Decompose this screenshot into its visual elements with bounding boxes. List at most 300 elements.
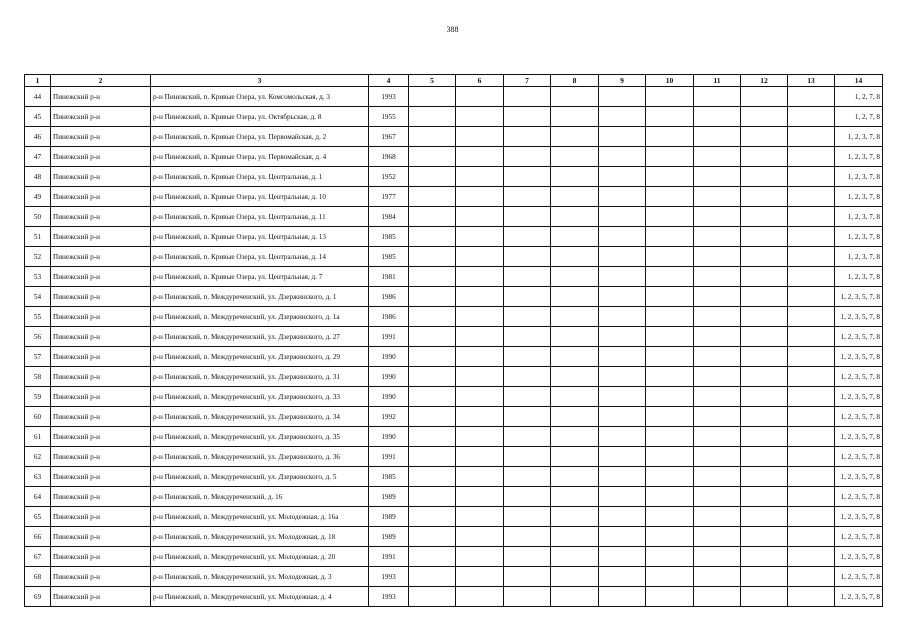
codes-cell: 1, 2, 3, 5, 7, 8 xyxy=(835,347,883,367)
empty-cell-col-5 xyxy=(409,347,456,367)
year-cell: 1990 xyxy=(369,347,409,367)
empty-cell-col-10 xyxy=(646,427,694,447)
empty-cell-col-7 xyxy=(504,127,551,147)
table-row xyxy=(25,307,883,327)
empty-cell-col-7 xyxy=(504,487,551,507)
empty-cell-col-13 xyxy=(788,567,835,587)
codes-cell: 1, 2, 3, 5, 7, 8 xyxy=(835,407,883,427)
empty-cell-col-12 xyxy=(741,187,788,207)
year-cell: 1986 xyxy=(369,307,409,327)
empty-cell-col-7 xyxy=(504,287,551,307)
empty-cell-col-5 xyxy=(409,227,456,247)
codes-cell: 1, 2, 3, 5, 7, 8 xyxy=(835,567,883,587)
empty-cell-col-9 xyxy=(599,487,646,507)
row-number: 50 xyxy=(25,207,51,227)
empty-cell-col-13 xyxy=(788,247,835,267)
empty-cell-col-7 xyxy=(504,247,551,267)
address-cell: р-н Пинежский, п. Междуреченский, ул. Дзержинского, д. 27 xyxy=(151,327,369,347)
empty-cell-col-12 xyxy=(741,507,788,527)
district-cell: Пинежский р-н xyxy=(51,547,151,567)
empty-cell-col-6 xyxy=(456,567,504,587)
empty-cell-col-6 xyxy=(456,87,504,107)
empty-cell-col-7 xyxy=(504,447,551,467)
empty-cell-col-11 xyxy=(694,307,741,327)
empty-cell-col-12 xyxy=(741,287,788,307)
empty-cell-col-7 xyxy=(504,87,551,107)
address-cell: р-н Пинежский, п. Междуреченский, ул. Дзержинского, д. 1 xyxy=(151,287,369,307)
address-cell: р-н Пинежский, п. Кривые Озера, ул. Центральная, д. 14 xyxy=(151,247,369,267)
empty-cell-col-5 xyxy=(409,187,456,207)
empty-cell-col-9 xyxy=(599,547,646,567)
empty-cell-col-6 xyxy=(456,427,504,447)
row-number: 60 xyxy=(25,407,51,427)
row-number: 48 xyxy=(25,167,51,187)
codes-cell: 1, 2, 3, 7, 8 xyxy=(835,147,883,167)
address-cell: р-н Пинежский, п. Междуреченский, ул. Дзержинского, д. 35 xyxy=(151,427,369,447)
year-cell: 1992 xyxy=(369,407,409,427)
table-row xyxy=(25,347,883,367)
year-cell: 1990 xyxy=(369,367,409,387)
empty-cell-col-13 xyxy=(788,87,835,107)
codes-cell: 1, 2, 3, 7, 8 xyxy=(835,267,883,287)
empty-cell-col-6 xyxy=(456,167,504,187)
empty-cell-col-5 xyxy=(409,407,456,427)
year-cell: 1993 xyxy=(369,87,409,107)
empty-cell-col-8 xyxy=(551,367,599,387)
table-row xyxy=(25,287,883,307)
address-cell: р-н Пинежский, п. Междуреченский, ул. Молодежная, д. 20 xyxy=(151,547,369,567)
empty-cell-col-10 xyxy=(646,327,694,347)
empty-cell-col-9 xyxy=(599,267,646,287)
codes-cell: 1, 2, 3, 5, 7, 8 xyxy=(835,427,883,447)
year-cell: 1989 xyxy=(369,527,409,547)
district-cell: Пинежский р-н xyxy=(51,507,151,527)
empty-cell-col-9 xyxy=(599,367,646,387)
empty-cell-col-9 xyxy=(599,407,646,427)
empty-cell-col-12 xyxy=(741,367,788,387)
empty-cell-col-10 xyxy=(646,467,694,487)
empty-cell-col-10 xyxy=(646,387,694,407)
empty-cell-col-12 xyxy=(741,107,788,127)
empty-cell-col-8 xyxy=(551,327,599,347)
empty-cell-col-8 xyxy=(551,507,599,527)
empty-cell-col-5 xyxy=(409,387,456,407)
address-cell: р-н Пинежский, п. Междуреченский, ул. Дзержинского, д. 36 xyxy=(151,447,369,467)
empty-cell-col-11 xyxy=(694,467,741,487)
empty-cell-col-11 xyxy=(694,207,741,227)
empty-cell-col-10 xyxy=(646,127,694,147)
empty-cell-col-12 xyxy=(741,247,788,267)
column-header-8: 8 xyxy=(551,75,599,87)
empty-cell-col-11 xyxy=(694,187,741,207)
empty-cell-col-8 xyxy=(551,207,599,227)
column-header-2: 2 xyxy=(51,75,151,87)
empty-cell-col-5 xyxy=(409,487,456,507)
empty-cell-col-13 xyxy=(788,327,835,347)
year-cell: 1985 xyxy=(369,467,409,487)
header-row xyxy=(25,75,883,87)
empty-cell-col-10 xyxy=(646,147,694,167)
empty-cell-col-7 xyxy=(504,527,551,547)
year-cell: 1955 xyxy=(369,107,409,127)
row-number: 57 xyxy=(25,347,51,367)
empty-cell-col-5 xyxy=(409,287,456,307)
empty-cell-col-12 xyxy=(741,267,788,287)
empty-cell-col-9 xyxy=(599,327,646,347)
table-row xyxy=(25,407,883,427)
empty-cell-col-8 xyxy=(551,267,599,287)
empty-cell-col-5 xyxy=(409,527,456,547)
codes-cell: 1, 2, 3, 7, 8 xyxy=(835,167,883,187)
empty-cell-col-12 xyxy=(741,427,788,447)
codes-cell: 1, 2, 3, 5, 7, 8 xyxy=(835,307,883,327)
district-cell: Пинежский р-н xyxy=(51,287,151,307)
district-cell: Пинежский р-н xyxy=(51,407,151,427)
empty-cell-col-5 xyxy=(409,367,456,387)
empty-cell-col-12 xyxy=(741,87,788,107)
empty-cell-col-9 xyxy=(599,287,646,307)
empty-cell-col-6 xyxy=(456,507,504,527)
empty-cell-col-7 xyxy=(504,547,551,567)
year-cell: 1993 xyxy=(369,567,409,587)
address-cell: р-н Пинежский, п. Междуреченский, ул. Молодежная, д. 16а xyxy=(151,507,369,527)
row-number: 59 xyxy=(25,387,51,407)
empty-cell-col-7 xyxy=(504,207,551,227)
empty-cell-col-13 xyxy=(788,507,835,527)
empty-cell-col-10 xyxy=(646,587,694,607)
empty-cell-col-8 xyxy=(551,447,599,467)
address-cell: р-н Пинежский, п. Кривые Озера, ул. Октябрьская, д. 8 xyxy=(151,107,369,127)
address-cell: р-н Пинежский, п. Междуреченский, ул. Дзержинского, д. 29 xyxy=(151,347,369,367)
empty-cell-col-10 xyxy=(646,447,694,467)
empty-cell-col-9 xyxy=(599,207,646,227)
empty-cell-col-10 xyxy=(646,347,694,367)
empty-cell-col-6 xyxy=(456,147,504,167)
empty-cell-col-6 xyxy=(456,447,504,467)
empty-cell-col-11 xyxy=(694,407,741,427)
empty-cell-col-10 xyxy=(646,247,694,267)
empty-cell-col-9 xyxy=(599,147,646,167)
empty-cell-col-7 xyxy=(504,107,551,127)
row-number: 46 xyxy=(25,127,51,147)
year-cell: 1991 xyxy=(369,547,409,567)
empty-cell-col-10 xyxy=(646,187,694,207)
empty-cell-col-8 xyxy=(551,187,599,207)
empty-cell-col-5 xyxy=(409,547,456,567)
address-cell: р-н Пинежский, п. Кривые Озера, ул. Центральная, д. 7 xyxy=(151,267,369,287)
empty-cell-col-5 xyxy=(409,327,456,347)
empty-cell-col-11 xyxy=(694,127,741,147)
empty-cell-col-5 xyxy=(409,107,456,127)
empty-cell-col-9 xyxy=(599,447,646,467)
row-number: 67 xyxy=(25,547,51,567)
empty-cell-col-13 xyxy=(788,547,835,567)
empty-cell-col-13 xyxy=(788,587,835,607)
column-header-11: 11 xyxy=(694,75,741,87)
row-number: 62 xyxy=(25,447,51,467)
table-row xyxy=(25,467,883,487)
empty-cell-col-11 xyxy=(694,367,741,387)
column-header-9: 9 xyxy=(599,75,646,87)
empty-cell-col-5 xyxy=(409,247,456,267)
empty-cell-col-12 xyxy=(741,147,788,167)
table-row xyxy=(25,587,883,607)
empty-cell-col-7 xyxy=(504,327,551,347)
table-row xyxy=(25,527,883,547)
column-header-12: 12 xyxy=(741,75,788,87)
row-number: 55 xyxy=(25,307,51,327)
empty-cell-col-13 xyxy=(788,107,835,127)
address-cell: р-н Пинежский, п. Кривые Озера, ул. Центральная, д. 11 xyxy=(151,207,369,227)
empty-cell-col-7 xyxy=(504,427,551,447)
district-cell: Пинежский р-н xyxy=(51,387,151,407)
address-cell: р-н Пинежский, п. Междуреченский, ул. Молодежная, д. 4 xyxy=(151,587,369,607)
district-cell: Пинежский р-н xyxy=(51,427,151,447)
empty-cell-col-9 xyxy=(599,467,646,487)
empty-cell-col-6 xyxy=(456,267,504,287)
table-row xyxy=(25,247,883,267)
empty-cell-col-13 xyxy=(788,467,835,487)
empty-cell-col-6 xyxy=(456,487,504,507)
district-cell: Пинежский р-н xyxy=(51,487,151,507)
empty-cell-col-6 xyxy=(456,367,504,387)
empty-cell-col-11 xyxy=(694,327,741,347)
empty-cell-col-7 xyxy=(504,567,551,587)
row-number: 61 xyxy=(25,427,51,447)
year-cell: 1991 xyxy=(369,327,409,347)
empty-cell-col-5 xyxy=(409,147,456,167)
year-cell: 1952 xyxy=(369,167,409,187)
district-cell: Пинежский р-н xyxy=(51,127,151,147)
codes-cell: 1, 2, 3, 7, 8 xyxy=(835,247,883,267)
empty-cell-col-5 xyxy=(409,307,456,327)
empty-cell-col-11 xyxy=(694,547,741,567)
empty-cell-col-8 xyxy=(551,427,599,447)
empty-cell-col-5 xyxy=(409,127,456,147)
empty-cell-col-9 xyxy=(599,107,646,127)
empty-cell-col-10 xyxy=(646,307,694,327)
codes-cell: 1, 2, 3, 5, 7, 8 xyxy=(835,367,883,387)
table-row xyxy=(25,327,883,347)
district-cell: Пинежский р-н xyxy=(51,367,151,387)
empty-cell-col-10 xyxy=(646,407,694,427)
district-cell: Пинежский р-н xyxy=(51,87,151,107)
empty-cell-col-11 xyxy=(694,427,741,447)
table-row xyxy=(25,487,883,507)
district-cell: Пинежский р-н xyxy=(51,147,151,167)
empty-cell-col-10 xyxy=(646,287,694,307)
district-cell: Пинежский р-н xyxy=(51,447,151,467)
row-number: 63 xyxy=(25,467,51,487)
codes-cell: 1, 2, 7, 8 xyxy=(835,107,883,127)
empty-cell-col-12 xyxy=(741,207,788,227)
table-row xyxy=(25,507,883,527)
empty-cell-col-11 xyxy=(694,107,741,127)
empty-cell-col-13 xyxy=(788,487,835,507)
table-row xyxy=(25,387,883,407)
empty-cell-col-8 xyxy=(551,107,599,127)
empty-cell-col-13 xyxy=(788,227,835,247)
empty-cell-col-8 xyxy=(551,487,599,507)
row-number: 49 xyxy=(25,187,51,207)
empty-cell-col-5 xyxy=(409,87,456,107)
empty-cell-col-11 xyxy=(694,167,741,187)
empty-cell-col-6 xyxy=(456,187,504,207)
address-cell: р-н Пинежский, п. Междуреченский, ул. Молодежная, д. 3 xyxy=(151,567,369,587)
empty-cell-col-10 xyxy=(646,87,694,107)
empty-cell-col-8 xyxy=(551,407,599,427)
empty-cell-col-9 xyxy=(599,507,646,527)
table-row xyxy=(25,367,883,387)
empty-cell-col-12 xyxy=(741,467,788,487)
empty-cell-col-7 xyxy=(504,187,551,207)
housing-registry-table xyxy=(24,74,883,607)
row-number: 69 xyxy=(25,587,51,607)
empty-cell-col-12 xyxy=(741,167,788,187)
year-cell: 1967 xyxy=(369,127,409,147)
empty-cell-col-13 xyxy=(788,427,835,447)
empty-cell-col-10 xyxy=(646,567,694,587)
empty-cell-col-6 xyxy=(456,327,504,347)
codes-cell: 1, 2, 3, 5, 7, 8 xyxy=(835,487,883,507)
empty-cell-col-13 xyxy=(788,307,835,327)
address-cell: р-н Пинежский, п. Кривые Озера, ул. Первомайская, д. 4 xyxy=(151,147,369,167)
table-row xyxy=(25,227,883,247)
address-cell: р-н Пинежский, п. Междуреченский, ул. Дзержинского, д. 34 xyxy=(151,407,369,427)
codes-cell: 1, 2, 3, 5, 7, 8 xyxy=(835,327,883,347)
empty-cell-col-11 xyxy=(694,587,741,607)
codes-cell: 1, 2, 3, 5, 7, 8 xyxy=(835,287,883,307)
address-cell: р-н Пинежский, п. Междуреченский, д. 16 xyxy=(151,487,369,507)
empty-cell-col-5 xyxy=(409,167,456,187)
empty-cell-col-13 xyxy=(788,387,835,407)
district-cell: Пинежский р-н xyxy=(51,467,151,487)
empty-cell-col-10 xyxy=(646,107,694,127)
empty-cell-col-8 xyxy=(551,167,599,187)
empty-cell-col-10 xyxy=(646,487,694,507)
address-cell: р-н Пинежский, п. Междуреченский, ул. Дзержинского, д. 1а xyxy=(151,307,369,327)
codes-cell: 1, 2, 3, 7, 8 xyxy=(835,127,883,147)
district-cell: Пинежский р-н xyxy=(51,187,151,207)
empty-cell-col-11 xyxy=(694,387,741,407)
empty-cell-col-9 xyxy=(599,87,646,107)
empty-cell-col-12 xyxy=(741,307,788,327)
table-row xyxy=(25,147,883,167)
empty-cell-col-5 xyxy=(409,447,456,467)
empty-cell-col-7 xyxy=(504,147,551,167)
table-row xyxy=(25,447,883,467)
address-cell: р-н Пинежский, п. Междуреченский, ул. Дзержинского, д. 31 xyxy=(151,367,369,387)
empty-cell-col-7 xyxy=(504,347,551,367)
empty-cell-col-7 xyxy=(504,367,551,387)
empty-cell-col-12 xyxy=(741,547,788,567)
codes-cell: 1, 2, 7, 8 xyxy=(835,87,883,107)
empty-cell-col-13 xyxy=(788,347,835,367)
codes-cell: 1, 2, 3, 5, 7, 8 xyxy=(835,547,883,567)
empty-cell-col-11 xyxy=(694,567,741,587)
year-cell: 1984 xyxy=(369,207,409,227)
empty-cell-col-9 xyxy=(599,127,646,147)
district-cell: Пинежский р-н xyxy=(51,527,151,547)
empty-cell-col-5 xyxy=(409,267,456,287)
empty-cell-col-5 xyxy=(409,467,456,487)
row-number: 68 xyxy=(25,567,51,587)
empty-cell-col-6 xyxy=(456,247,504,267)
empty-cell-col-5 xyxy=(409,427,456,447)
codes-cell: 1, 2, 3, 5, 7, 8 xyxy=(835,447,883,467)
empty-cell-col-10 xyxy=(646,167,694,187)
row-number: 45 xyxy=(25,107,51,127)
empty-cell-col-11 xyxy=(694,507,741,527)
district-cell: Пинежский р-н xyxy=(51,587,151,607)
empty-cell-col-11 xyxy=(694,227,741,247)
empty-cell-col-9 xyxy=(599,227,646,247)
row-number: 65 xyxy=(25,507,51,527)
table-row xyxy=(25,427,883,447)
empty-cell-col-6 xyxy=(456,527,504,547)
empty-cell-col-10 xyxy=(646,367,694,387)
empty-cell-col-11 xyxy=(694,87,741,107)
empty-cell-col-9 xyxy=(599,587,646,607)
empty-cell-col-12 xyxy=(741,327,788,347)
row-number: 44 xyxy=(25,87,51,107)
column-header-13: 13 xyxy=(788,75,835,87)
empty-cell-col-8 xyxy=(551,547,599,567)
year-cell: 1985 xyxy=(369,247,409,267)
empty-cell-col-9 xyxy=(599,187,646,207)
empty-cell-col-6 xyxy=(456,207,504,227)
district-cell: Пинежский р-н xyxy=(51,567,151,587)
empty-cell-col-13 xyxy=(788,527,835,547)
empty-cell-col-6 xyxy=(456,547,504,567)
address-cell: р-н Пинежский, п. Кривые Озера, ул. Центральная, д. 1 xyxy=(151,167,369,187)
empty-cell-col-9 xyxy=(599,387,646,407)
empty-cell-col-12 xyxy=(741,227,788,247)
row-number: 66 xyxy=(25,527,51,547)
empty-cell-col-6 xyxy=(456,307,504,327)
empty-cell-col-7 xyxy=(504,467,551,487)
empty-cell-col-9 xyxy=(599,567,646,587)
empty-cell-col-6 xyxy=(456,107,504,127)
empty-cell-col-12 xyxy=(741,407,788,427)
empty-cell-col-6 xyxy=(456,387,504,407)
column-header-7: 7 xyxy=(504,75,551,87)
codes-cell: 1, 2, 3, 7, 8 xyxy=(835,187,883,207)
table-row xyxy=(25,187,883,207)
empty-cell-col-11 xyxy=(694,247,741,267)
empty-cell-col-11 xyxy=(694,267,741,287)
empty-cell-col-12 xyxy=(741,567,788,587)
empty-cell-col-7 xyxy=(504,507,551,527)
row-number: 54 xyxy=(25,287,51,307)
empty-cell-col-7 xyxy=(504,267,551,287)
district-cell: Пинежский р-н xyxy=(51,167,151,187)
empty-cell-col-12 xyxy=(741,587,788,607)
empty-cell-col-5 xyxy=(409,567,456,587)
table-row xyxy=(25,567,883,587)
empty-cell-col-9 xyxy=(599,307,646,327)
address-cell: р-н Пинежский, п. Кривые Озера, ул. Центральная, д. 10 xyxy=(151,187,369,207)
row-number: 58 xyxy=(25,367,51,387)
empty-cell-col-10 xyxy=(646,507,694,527)
empty-cell-col-7 xyxy=(504,227,551,247)
table-body xyxy=(25,87,883,607)
empty-cell-col-6 xyxy=(456,587,504,607)
year-cell: 1989 xyxy=(369,487,409,507)
codes-cell: 1, 2, 3, 5, 7, 8 xyxy=(835,527,883,547)
empty-cell-col-6 xyxy=(456,467,504,487)
empty-cell-col-13 xyxy=(788,167,835,187)
